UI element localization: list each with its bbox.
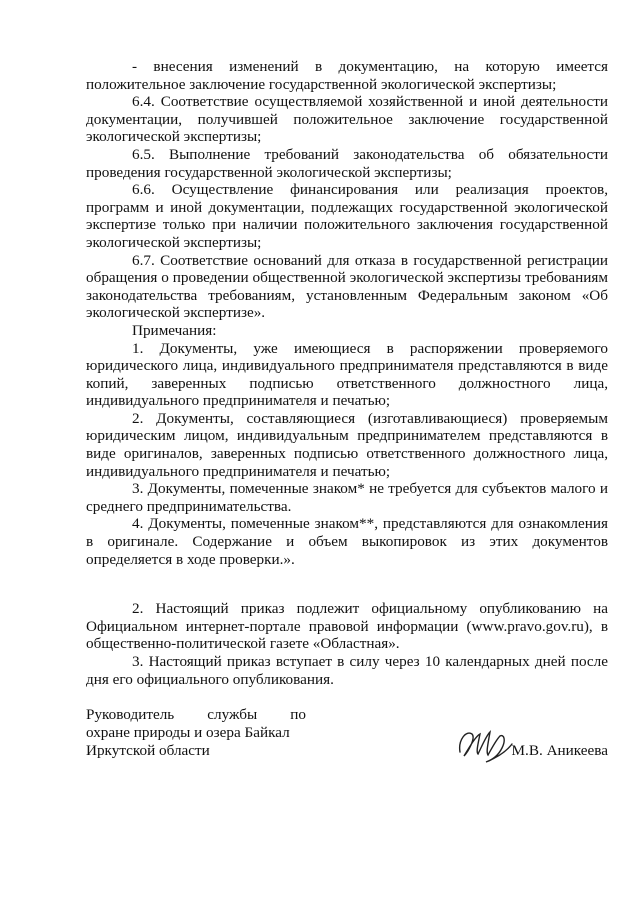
paragraph-amendments: - внесения изменений в документацию, на которую имеется положительное заключение государственной экологической экспертизы; <box>86 58 608 93</box>
paragraph-6-5: 6.5. Выполнение требований законодательства об обязательности проведения государственной экологической экспертизы; <box>86 145 608 181</box>
position-word-2: службы <box>207 706 258 723</box>
note-2: 2. Документы, составляющиеся (изготавливающиеся) проверяемым юридическим лицом, индивидуальным предпринимателем представляются в виде оригиналов, заверенных подписью ответственного должностного лица, индивидуального предпринимателя и печатью; <box>86 409 608 480</box>
section-gap <box>86 568 608 600</box>
position-word-1: Руководитель <box>86 706 175 723</box>
paragraph-6-4: 6.4. Соответствие осуществляемой хозяйственной и иной деятельности документации, получившей положительное заключение государственной экологической экспертизы; <box>86 93 608 146</box>
signatory-name: М.В. Аникеева <box>511 742 608 759</box>
notes-heading: Примечания: <box>132 321 217 339</box>
note-3: 3. Документы, помеченные знаком* не требуется для субъектов малого и среднего предпринимательства. <box>86 480 608 515</box>
paragraph-6-7: 6.7. Соответствие оснований для отказа в государственной регистрации обращения о проведении общественной экологической экспертизы требованиям законодательства требованиям, установленным Федеральным законом «Об экологической экспертизе». <box>86 251 608 322</box>
clause-2-publication: 2. Настоящий приказ подлежит официальному опубликованию на Официальном интернет-портале правовой информации (www.pravo.gov.ru), в общественно-политической газете «Областная». <box>86 600 608 653</box>
position-line-3: Иркутской области <box>86 742 210 759</box>
position-line-2: охране природы и озера Байкал <box>86 724 290 741</box>
document-body <box>86 58 608 688</box>
position-word-3: по <box>290 706 306 723</box>
note-1: 1. Документы, уже имеющиеся в распоряжении проверяемого юридического лица, индивидуального предпринимателя представляются в виде копий, заверенных подписью ответственного должностного лица, индивидуального предпринимателя и печатью; <box>86 339 608 410</box>
paragraph-6-6: 6.6. Осуществление финансирования или реализация проектов, программ и иной документации, подлежащих государственной экологической экспертизе только при наличии положительного заключения государственной экологической экспертизы; <box>86 181 608 251</box>
note-4: 4. Документы, помеченные знаком**, представляются для ознакомления в оригинале. Содержание и объем выкопировок из этих документов определяется в ходе проверки.». <box>86 515 608 568</box>
handwritten-signature <box>456 722 516 766</box>
clause-3-effective-date: 3. Настоящий приказ вступает в силу через 10 календарных дней после дня его официального опубликования. <box>86 653 608 688</box>
signature-block <box>86 706 608 776</box>
signatory-position <box>86 706 306 760</box>
position-line-1 <box>86 706 306 724</box>
